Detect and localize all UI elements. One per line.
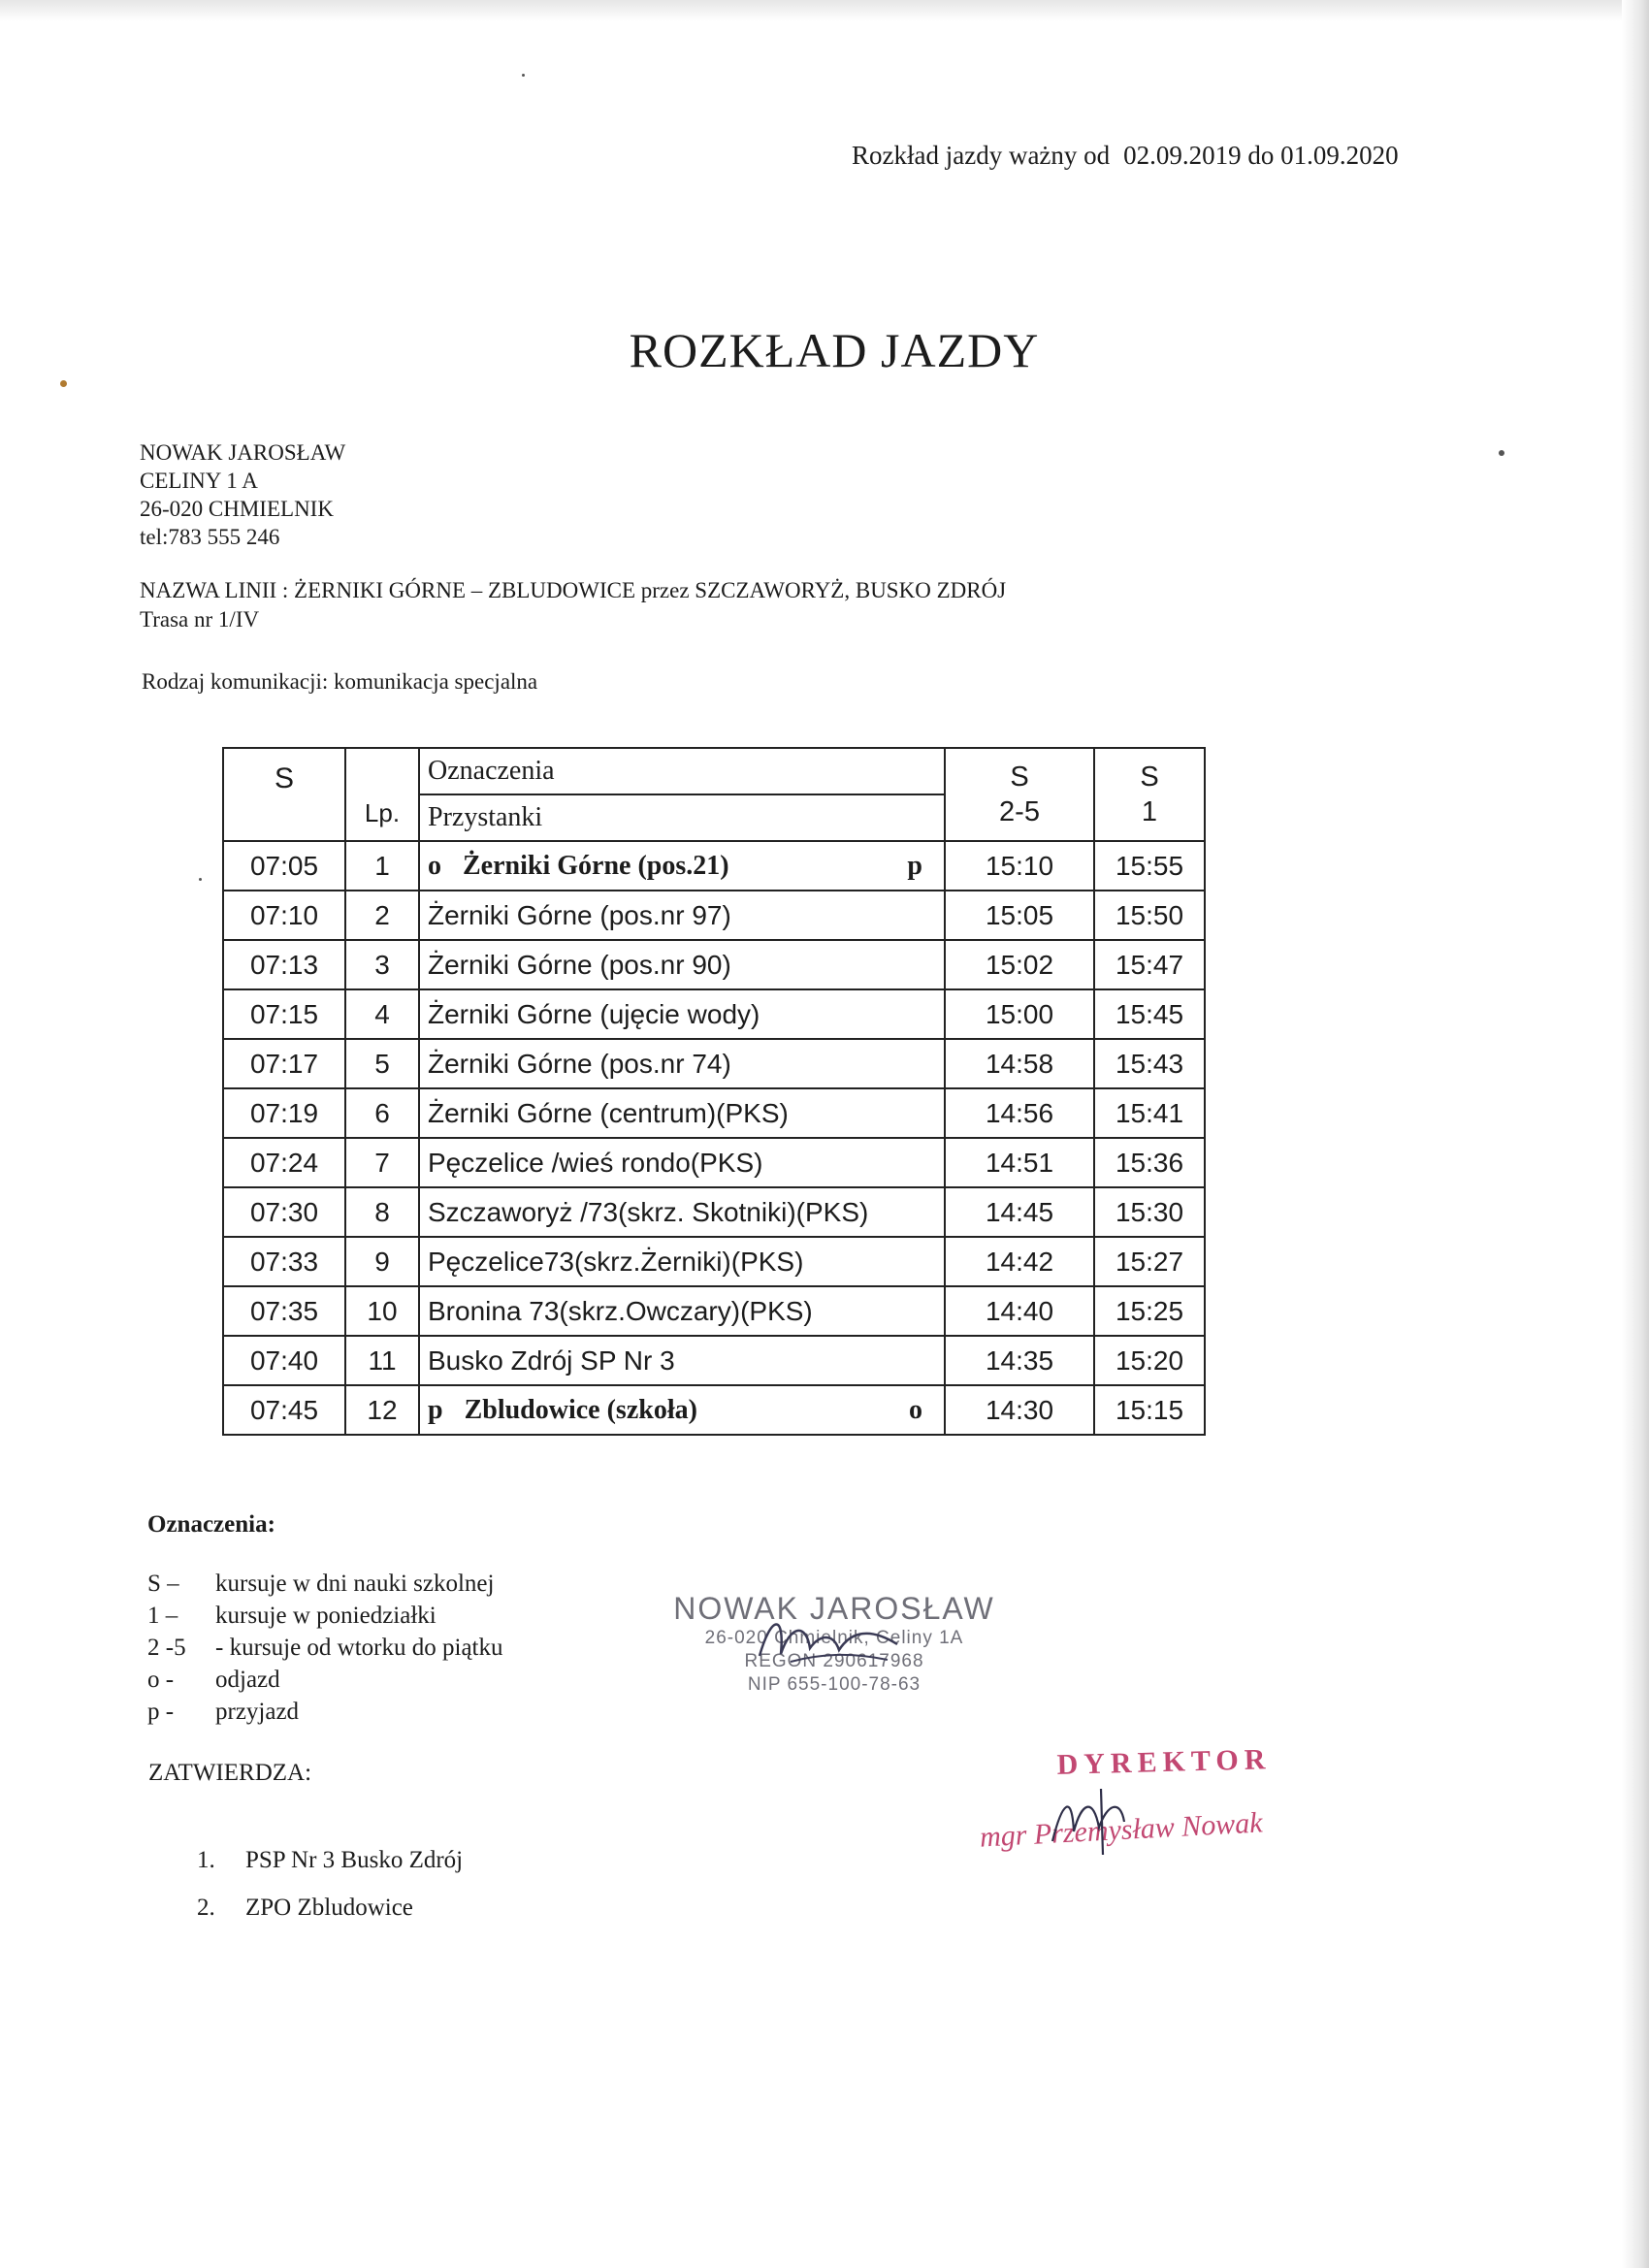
time-s-1: 15:43 <box>1094 1039 1205 1088</box>
time-s-1: 15:36 <box>1094 1138 1205 1187</box>
stamp-name: NOWAK JAROSŁAW <box>673 1591 995 1626</box>
departure-time-s: 07:45 <box>223 1385 345 1435</box>
stop-name-cell <box>419 940 945 989</box>
departure-time-s: 07:40 <box>223 1336 345 1385</box>
time-s-1: 15:20 <box>1094 1336 1205 1385</box>
row-number: 11 <box>345 1336 419 1385</box>
time-s-2-5: 14:56 <box>945 1088 1094 1138</box>
departure-time-s: 07:15 <box>223 989 345 1039</box>
line-name: NAZWA LINII : ŻERNIKI GÓRNE – ZBLUDOWICE przez SZCZAWORYŻ, BUSKO ZDRÓJ <box>140 578 1007 602</box>
time-s-1: 15:55 <box>1094 841 1205 891</box>
stop-name: Żerniki Górne (pos.nr 90) <box>428 949 731 980</box>
departure-time-s: 07:24 <box>223 1138 345 1187</box>
stamp-nip: NIP 655-100-78-63 <box>747 1674 922 1695</box>
company-phone: tel:783 555 246 <box>140 525 280 549</box>
time-s-2-5: 14:51 <box>945 1138 1094 1187</box>
row-number: 5 <box>345 1039 419 1088</box>
table-row <box>223 1039 1205 1088</box>
stop-name-cell <box>419 1039 945 1088</box>
legend-item <box>147 1664 502 1696</box>
validity-label: Rozkład jazdy ważny od <box>852 141 1111 170</box>
company-street: CELINY 1 A <box>140 469 258 493</box>
stop-name-terminal <box>428 1395 944 1426</box>
legend-title: Oznaczenia: <box>147 1511 275 1538</box>
legend-key: 1 – <box>147 1603 178 1629</box>
validity-period <box>852 141 1399 171</box>
time-s-1: 15:27 <box>1094 1237 1205 1286</box>
departure-time-s: 07:17 <box>223 1039 345 1088</box>
stop-name-terminal <box>428 851 944 882</box>
time-s-1: 15:45 <box>1094 989 1205 1039</box>
header-col-a-top: S <box>1010 761 1029 793</box>
table-row <box>223 1138 1205 1187</box>
line-info <box>140 576 1006 634</box>
time-s-1: 15:15 <box>1094 1385 1205 1435</box>
stop-name-cell <box>419 891 945 940</box>
legend-item <box>147 1632 502 1664</box>
stop-name-cell <box>419 1286 945 1336</box>
stop-suffix-mark: p <box>907 850 922 881</box>
stop-name: Żerniki Górne (pos.nr 74) <box>428 1048 731 1079</box>
legend-item <box>147 1600 502 1632</box>
table-row <box>223 1088 1205 1138</box>
row-number: 3 <box>345 940 419 989</box>
approval-number: 2. <box>197 1895 215 1921</box>
legend-item <box>147 1696 502 1728</box>
stop-name-cell <box>419 1187 945 1237</box>
header-designations: Oznaczenia <box>419 748 945 794</box>
approval-number: 1. <box>197 1847 215 1873</box>
legend-text: - kursuje od wtorku do piątku <box>215 1635 503 1661</box>
stamp-address: 26-020 Chmielnik, Celiny 1A <box>704 1628 964 1648</box>
legend-key: 2 -5 <box>147 1635 186 1661</box>
stop-name: Pęczelice73(skrz.Żerniki)(PKS) <box>428 1246 804 1277</box>
director-name: mgr Przemysław Nowak <box>979 1806 1264 1854</box>
row-number: 6 <box>345 1088 419 1138</box>
timetable <box>222 747 1206 1436</box>
row-number: 10 <box>345 1286 419 1336</box>
time-s-2-5: 14:30 <box>945 1385 1094 1435</box>
time-s-2-5: 14:45 <box>945 1187 1094 1237</box>
stamp-regon: REGON 290617968 <box>744 1651 924 1671</box>
time-s-2-5: 14:35 <box>945 1336 1094 1385</box>
stop-name-cell <box>419 1385 945 1435</box>
stop-name-cell <box>419 1237 945 1286</box>
scan-speck <box>1499 450 1504 456</box>
stop-name: Szczaworyż /73(skrz. Skotniki)(PKS) <box>428 1196 869 1227</box>
legend-text: odjazd <box>215 1667 280 1693</box>
header-s: S <box>223 748 345 841</box>
header-col-a-bottom: 2-5 <box>999 796 1040 827</box>
header-lp: Lp. <box>345 748 419 841</box>
table-row <box>223 940 1205 989</box>
legend-key: S – <box>147 1571 179 1597</box>
route-number: Trasa nr 1/IV <box>140 607 260 632</box>
table-row <box>223 841 1205 891</box>
legend-item <box>147 1568 502 1600</box>
table-row <box>223 1237 1205 1286</box>
stop-prefix-mark: o <box>428 850 441 881</box>
stop-name-cell <box>419 841 945 891</box>
stop-prefix-mark: p <box>428 1394 443 1425</box>
approval-item <box>197 1884 463 1931</box>
table-row <box>223 989 1205 1039</box>
row-number: 2 <box>345 891 419 940</box>
scan-speck <box>522 74 525 77</box>
stop-name-cell <box>419 989 945 1039</box>
table-row <box>223 1385 1205 1435</box>
director-signature <box>1043 1783 1149 1861</box>
time-s-2-5: 14:58 <box>945 1039 1094 1088</box>
stop-name: Zbludowice (szkoła) <box>464 1394 697 1425</box>
scan-speck <box>60 380 67 387</box>
table-row <box>223 891 1205 940</box>
approves-label: ZATWIERDZA: <box>148 1760 312 1786</box>
time-s-1: 15:25 <box>1094 1286 1205 1336</box>
departure-time-s: 07:19 <box>223 1088 345 1138</box>
table-row <box>223 1336 1205 1385</box>
approval-text: ZPO Zbludowice <box>245 1895 413 1921</box>
header-col-b-top: S <box>1140 761 1159 793</box>
legend-text: kursuje w poniedziałki <box>215 1603 436 1629</box>
row-number: 7 <box>345 1138 419 1187</box>
time-s-1: 15:41 <box>1094 1088 1205 1138</box>
departure-time-s: 07:13 <box>223 940 345 989</box>
timetable-body <box>223 841 1205 1435</box>
time-s-1: 15:30 <box>1094 1187 1205 1237</box>
time-s-2-5: 15:10 <box>945 841 1094 891</box>
table-header-row <box>223 748 1205 794</box>
legend-text: kursuje w dni nauki szkolnej <box>215 1571 495 1597</box>
time-s-2-5: 14:40 <box>945 1286 1094 1336</box>
stop-name-cell <box>419 1138 945 1187</box>
row-number: 9 <box>345 1237 419 1286</box>
company-block <box>140 438 345 551</box>
header-col-b-bottom: 1 <box>1141 796 1158 827</box>
header-stops: Przystanki <box>419 794 945 841</box>
row-number: 12 <box>345 1385 419 1435</box>
scan-speck <box>199 878 202 881</box>
stop-name: Żerniki Górne (ujęcie wody) <box>428 998 760 1029</box>
time-s-1: 15:50 <box>1094 891 1205 940</box>
stop-suffix-mark: o <box>909 1394 922 1425</box>
company-name: NOWAK JAROSŁAW <box>140 440 346 465</box>
row-number: 4 <box>345 989 419 1039</box>
approval-item <box>197 1836 463 1884</box>
scan-edge-top <box>0 0 1649 21</box>
time-s-1: 15:47 <box>1094 940 1205 989</box>
stop-name: Żerniki Górne (pos.21) <box>463 850 729 881</box>
departure-time-s: 07:10 <box>223 891 345 940</box>
stop-name: Pęczelice /wieś rondo(PKS) <box>428 1147 763 1178</box>
stop-name-cell <box>419 1088 945 1138</box>
page-title: ROZKŁAD JAZDY <box>629 323 1040 377</box>
legend-key: p - <box>147 1699 175 1725</box>
handwritten-signature <box>752 1605 907 1673</box>
departure-time-s: 07:33 <box>223 1237 345 1286</box>
company-city: 26-020 CHMIELNIK <box>140 497 334 521</box>
stop-name: Żerniki Górne (pos.nr 97) <box>428 899 731 930</box>
time-s-2-5: 15:05 <box>945 891 1094 940</box>
stop-name: Bronina 73(skrz.Owczary)(PKS) <box>428 1295 813 1326</box>
legend <box>147 1568 502 1728</box>
departure-time-s: 07:30 <box>223 1187 345 1237</box>
header-col-b <box>1094 748 1205 841</box>
approval-text: PSP Nr 3 Busko Zdrój <box>245 1847 464 1873</box>
legend-key: o - <box>147 1667 175 1693</box>
approvals-list <box>197 1836 463 1931</box>
table-row <box>223 1286 1205 1336</box>
table-row <box>223 1187 1205 1237</box>
departure-time-s: 07:35 <box>223 1286 345 1336</box>
row-number: 1 <box>345 841 419 891</box>
validity-range: 02.09.2019 do 01.09.2020 <box>1123 141 1399 170</box>
time-s-2-5: 15:00 <box>945 989 1094 1039</box>
stop-name: Żerniki Górne (centrum)(PKS) <box>428 1097 789 1128</box>
communication-type: Rodzaj komunikacji: komunikacja specjalna <box>142 669 538 694</box>
stop-name: Busko Zdrój SP Nr 3 <box>428 1345 675 1376</box>
time-s-2-5: 14:42 <box>945 1237 1094 1286</box>
time-s-2-5: 15:02 <box>945 940 1094 989</box>
stop-name-cell <box>419 1336 945 1385</box>
departure-time-s: 07:05 <box>223 841 345 891</box>
legend-text: przyjazd <box>215 1699 300 1725</box>
director-title: DYREKTOR <box>1056 1743 1272 1781</box>
row-number: 8 <box>345 1187 419 1237</box>
header-col-a <box>945 748 1094 841</box>
